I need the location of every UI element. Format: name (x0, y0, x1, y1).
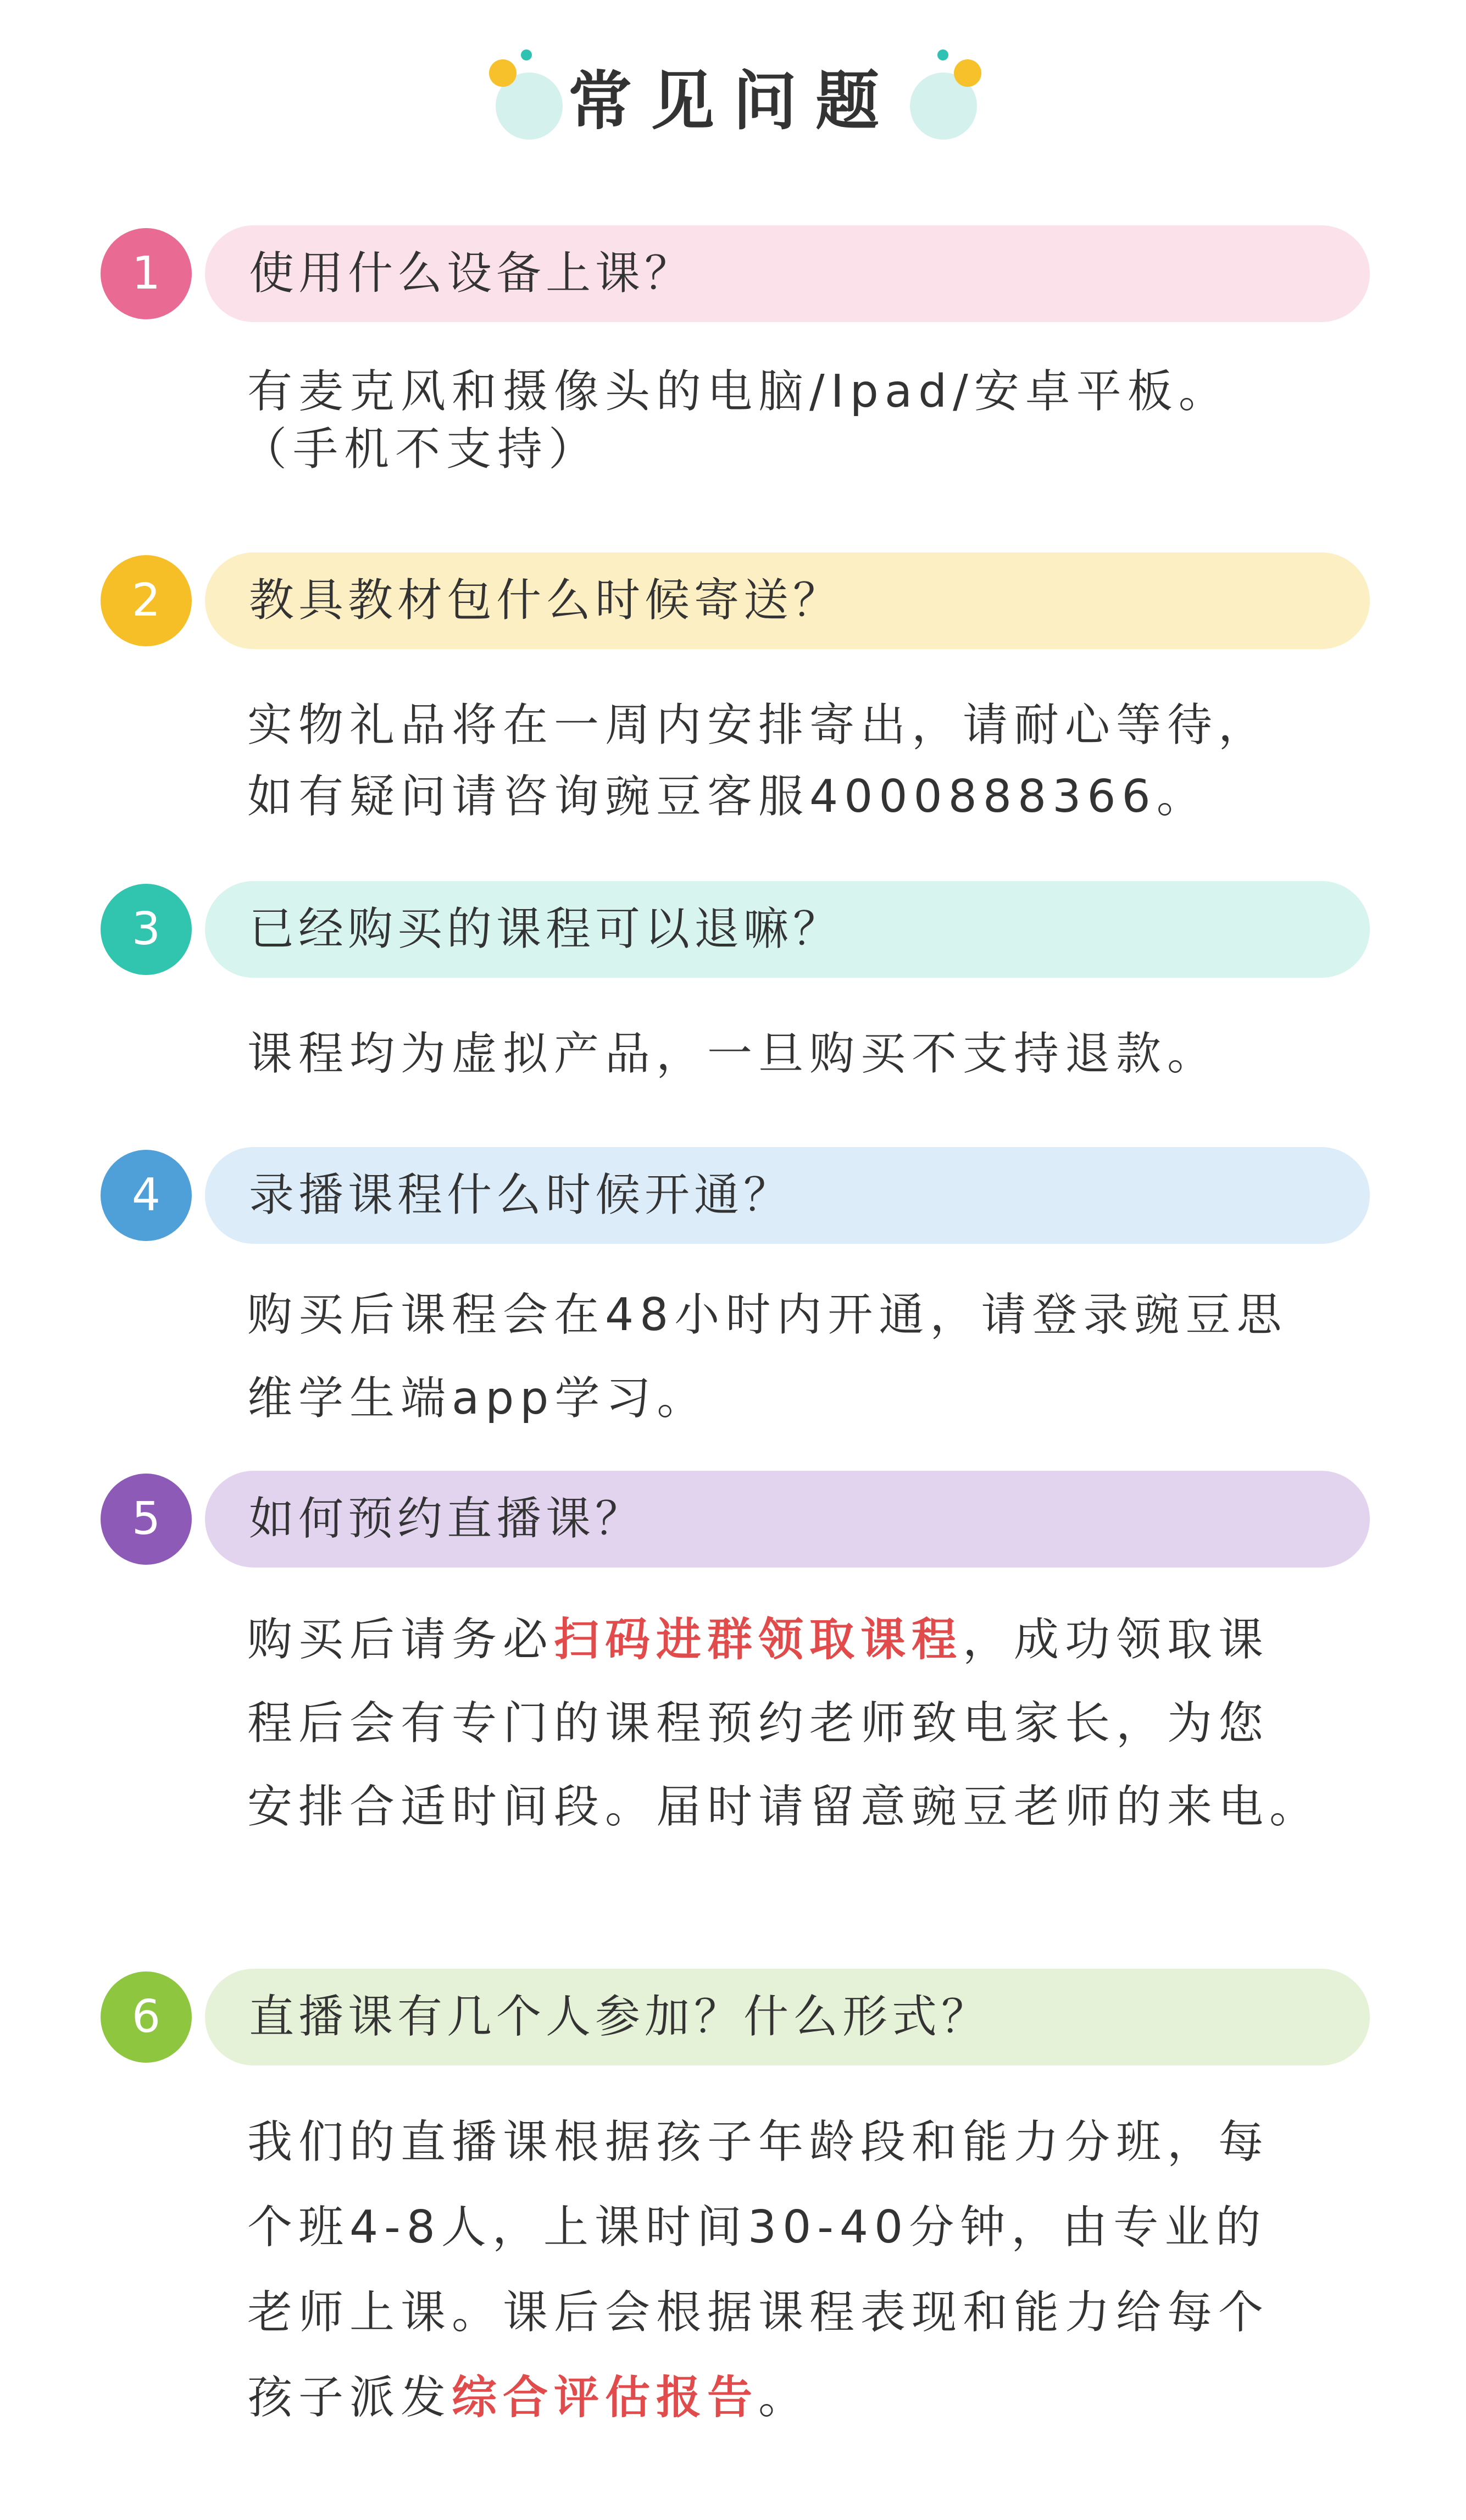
faq-question: 录播课程什么时候开通？ (205, 1147, 1370, 1244)
answer-text: 有麦克风和摄像头的电脑/Ipad/安卓平板。 (247, 365, 1230, 418)
answer-text: 孩子派发 (247, 2372, 452, 2424)
answer-text: 安排合适时间段。届时请留意豌豆老师的来电。 (247, 1781, 1321, 1833)
page-title: 常见问题 (568, 64, 898, 139)
answer-line (247, 1598, 1357, 1682)
answer-text: ，成功领取课 (963, 1614, 1270, 1666)
page-header (0, 49, 1466, 154)
faq-number-badge: 5 (101, 1474, 192, 1565)
faq-number-badge: 2 (101, 555, 192, 646)
bubble-decoration-right (901, 49, 984, 143)
faq-number-badge: 6 (101, 1971, 192, 2063)
answer-line (247, 2270, 1357, 2355)
answer-line (242, 420, 1357, 478)
answer-text: 个班4-8人，上课时间30-40分钟，由专业的 (247, 2201, 1267, 2253)
answer-text: 我们的直播课根据孩子年龄段和能力分班，每 (247, 2116, 1270, 2168)
answer-text: 。 (758, 2372, 810, 2424)
faq-question: 已经购买的课程可以退嘛？ (205, 881, 1370, 978)
answer-text: 课程均为虚拟产品，一旦购买不支持退款。 (247, 1028, 1219, 1080)
answer-line (247, 761, 1357, 833)
answer-text: （手机不支持） (242, 423, 600, 475)
answer-text: 老师上课。课后会根据课程表现和能力给每个 (247, 2286, 1270, 2339)
faq-number-badge: 1 (101, 228, 192, 319)
faq-question: 使用什么设备上课？ (205, 225, 1370, 322)
faq-question: 如何预约直播课？ (205, 1471, 1370, 1568)
answer-text: 维学生端app学习。 (247, 1372, 708, 1425)
faq-number-badge: 4 (101, 1150, 192, 1241)
answer-text: 如有疑问请咨询豌豆客服4000888366。 (247, 771, 1208, 823)
faq-question: 教具教材包什么时候寄送？ (205, 552, 1370, 649)
faq-answer (247, 1018, 1357, 1090)
answer-line (247, 1765, 1357, 1849)
answer-line (247, 1682, 1357, 1765)
faq-answer (247, 1273, 1357, 1441)
highlighted-text: 扫码进群领取课程 (554, 1614, 963, 1666)
highlighted-text: 综合评估报告 (452, 2372, 759, 2424)
faq-answer (247, 690, 1357, 833)
answer-text: 程后会有专门的课程预约老师致电家长，为您 (247, 1697, 1270, 1749)
answer-line (247, 2355, 1357, 2440)
answer-text: 购买后请务必 (247, 1614, 554, 1666)
answer-line (247, 2185, 1357, 2270)
answer-text: 购买后课程会在48小时内开通，请登录豌豆思 (247, 1289, 1288, 1341)
answer-line (247, 2100, 1357, 2185)
answer-line (247, 1273, 1357, 1357)
faq-answer (247, 1598, 1357, 1849)
faq-question: 直播课有几个人参加？什么形式？ (205, 1969, 1370, 2065)
answer-line (247, 1018, 1357, 1090)
answer-line (247, 1357, 1357, 1441)
faq-answer (242, 363, 1357, 478)
faq-number-badge: 3 (101, 884, 192, 975)
answer-line (247, 690, 1357, 761)
answer-line (247, 363, 1357, 420)
faq-answer (247, 2100, 1357, 2440)
answer-text: 实物礼品将在一周内安排寄出，请耐心等待， (247, 699, 1270, 751)
